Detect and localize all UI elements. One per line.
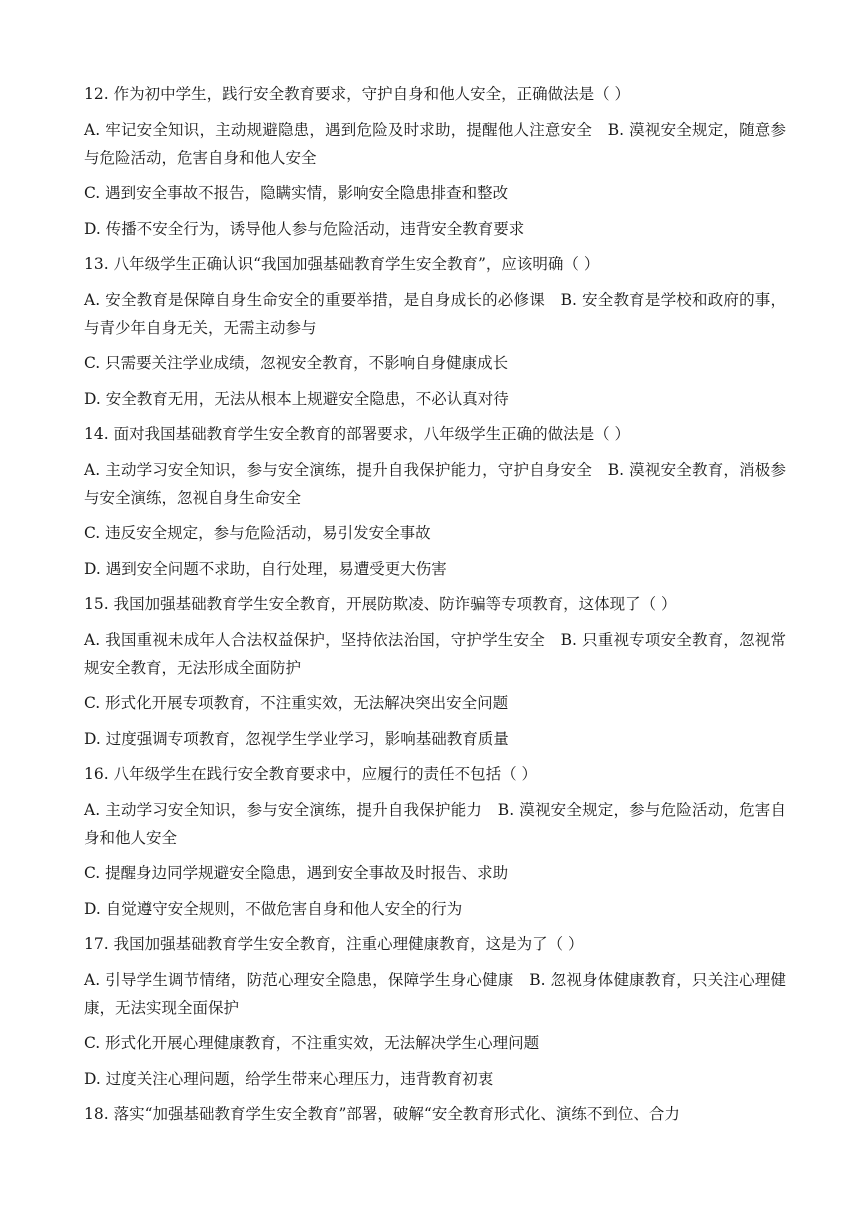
question-stem: 17. 我国加强基础教育学生安全教育，注重心理健康教育，这是为了（ ） [84,935,584,953]
option-c: C. 遇到安全事故不报告，隐瞒实情，影响安全隐患排查和整改 [84,184,509,202]
option-c: C. 形式化开展心理健康教育，不注重实效，无法解决学生心理问题 [84,1034,540,1052]
option-c: C. 违反安全规定，参与危险活动，易引发安全事故 [84,524,431,542]
question-stem: 12. 作为初中学生，践行安全教育要求，守护自身和他人安全，正确做法是（ ） [84,85,631,103]
options-a-b: A. 引导学生调节情绪，防范心理安全隐患，保障学生身心健康 B. 忽视身体健康教育，只关注心理健康，无法实现全面保护 [84,970,786,1017]
question-18 [84,1100,786,1128]
options-a-b: A. 主动学习安全知识，参与安全演练，提升自我保护能力 B. 漠视安全规定，参与危险活动，危害自身和他人安全 [84,800,786,847]
question-stem: 15. 我国加强基础教育学生安全教育，开展防欺凌、防诈骗等专项教育，这体现了（ ） [84,595,677,613]
option-c: C. 形式化开展专项教育，不注重实效，无法解决突出安全问题 [84,694,509,712]
options-a-b: A. 牢记安全知识，主动规避隐患，遇到危险及时求助，提醒他人注意安全 B. 漠视安全规定，随意参与危险活动，危害自身和他人安全 [84,120,786,167]
option-d: D. 安全教育无用，无法从根本上规避安全隐患，不必认真对待 [84,389,509,408]
question-14 [84,420,786,583]
question-stem: 16. 八年级学生在践行安全教育要求中，应履行的责任不包括（ ） [84,765,538,783]
question-16 [84,760,786,923]
question-15 [84,590,786,753]
option-c: C. 提醒身边同学规避安全隐患，遇到安全事故及时报告、求助 [84,864,509,882]
option-d: D. 遇到安全问题不求助，自行处理，易遭受更大伤害 [84,559,447,578]
document-page [84,80,786,1136]
question-stem: 18. 落实“加强基础教育学生安全教育”部署，破解“安全教育形式化、演练不到位、合力 [84,1105,680,1123]
question-stem: 13. 八年级学生正确认识“我国加强基础教育学生安全教育”，应该明确（ ） [84,255,600,273]
option-d: D. 过度关注心理问题，给学生带来心理压力，违背教育初衷 [84,1069,494,1088]
question-17 [84,930,786,1093]
options-a-b: A. 安全教育是保障自身生命安全的重要举措，是自身成长的必修课 B. 安全教育是学校和政府的事，与青少年自身无关，无需主动参与 [84,290,786,337]
question-stem: 14. 面对我国基础教育学生安全教育的部署要求，八年级学生正确的做法是（ ） [84,425,631,443]
option-c: C. 只需要关注学业成绩，忽视安全教育，不影响自身健康成长 [84,354,509,372]
options-a-b: A. 我国重视未成年人合法权益保护，坚持依法治国，守护学生安全 B. 只重视专项安全教育，忽视常规安全教育，无法形成全面防护 [84,630,786,677]
question-12 [84,80,786,243]
question-13 [84,250,786,413]
option-d: D. 自觉遵守安全规则，不做危害自身和他人安全的行为 [84,899,463,918]
option-d: D. 过度强调专项教育，忽视学生学业学习，影响基础教育质量 [84,729,509,748]
options-a-b: A. 主动学习安全知识，参与安全演练，提升自我保护能力，守护自身安全 B. 漠视安全教育，消极参与安全演练，忽视自身生命安全 [84,460,786,507]
option-d: D. 传播不安全行为，诱导他人参与危险活动，违背安全教育要求 [84,219,525,238]
